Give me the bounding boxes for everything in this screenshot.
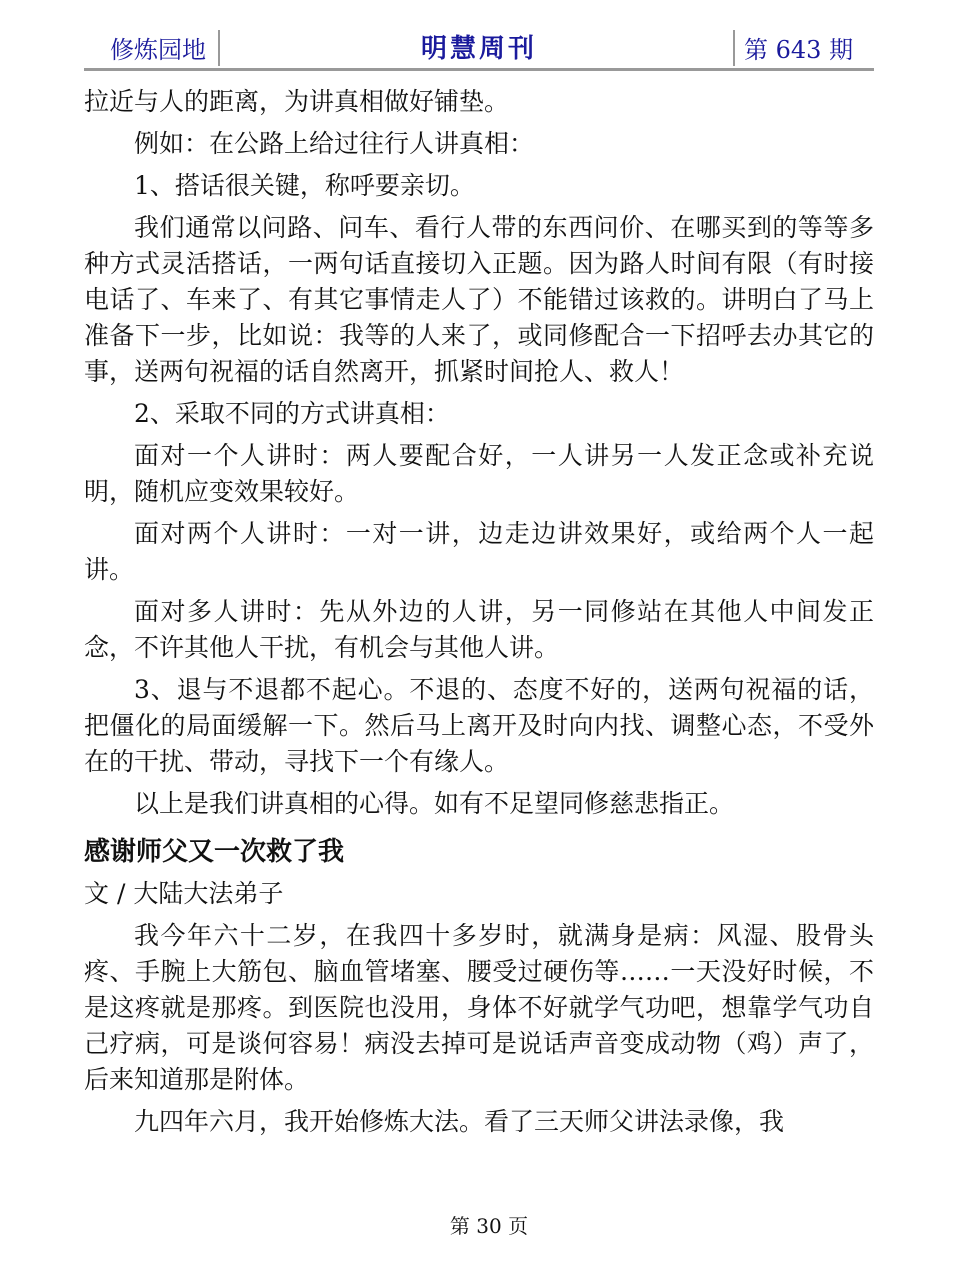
paragraph: 例如：在公路上给过往行人讲真相： bbox=[134, 129, 535, 158]
page-number: 第 30 页 bbox=[449, 1214, 529, 1238]
paragraph: 我们通常以问路、问车、看行人带的东西问价、在哪买到的等等多种方式灵活搭话，一两句话直接切入正题。因为路人时间有限（有时接电话了、车来了、有其它事情走人了）不能错过该救的。讲明白了马上准备下一步，比如说：我等的人来了，或同修配合一下招呼去办其它的事，送两句祝福的话自然离开，抓紧时间抢人、救人！ bbox=[84, 213, 874, 386]
publication-title: 明慧周刊 bbox=[420, 34, 537, 64]
issue-number: 第 643 期 bbox=[744, 36, 854, 64]
paragraph: 2、采取不同的方式讲真相： bbox=[134, 399, 450, 428]
article-body bbox=[84, 84, 874, 1146]
page-header bbox=[84, 26, 874, 71]
section-name: 修炼园地 bbox=[110, 36, 206, 64]
article-title: 感谢师父又一次救了我 bbox=[84, 837, 345, 867]
article-byline: 文 / 大陆大法弟子 bbox=[84, 879, 284, 908]
paragraph: 九四年六月，我开始修炼大法。看了三天师父讲法录像，我 bbox=[134, 1107, 785, 1136]
paragraph: 1、搭话很关键，称呼要亲切。 bbox=[134, 171, 475, 200]
paragraph: 以上是我们讲真相的心得。如有不足望同修慈悲指正。 bbox=[134, 789, 735, 818]
paragraph: 面对两个人讲时：一对一讲，边走边讲效果好，或给两个人一起讲。 bbox=[84, 519, 874, 584]
paragraph: 面对多人讲时：先从外边的人讲，另一同修站在其他人中间发正念，不许其他人干扰，有机会与其他人讲。 bbox=[84, 597, 874, 662]
paragraph: 拉近与人的距离，为讲真相做好铺垫。 bbox=[84, 87, 510, 116]
header-divider bbox=[733, 30, 735, 66]
paragraph: 我今年六十二岁，在我四十多岁时，就满身是病：风湿、股骨头疼、手腕上大筋包、脑血管堵塞、腰受过硬伤等……一天没好时候，不是这疼就是那疼。到医院也没用，身体不好就学气功吧，想靠学气功自己疗病，可是谈何容易！病没去掉可是说话声音变成动物（鸡）声了，后来知道那是附体。 bbox=[84, 921, 874, 1094]
paragraph: 3、退与不退都不起心。不退的、态度不好的，送两句祝福的话，把僵化的局面缓解一下。然后马上离开及时向内找、调整心态，不受外在的干扰、带动，寻找下一个有缘人。 bbox=[84, 675, 874, 776]
paragraph: 面对一个人讲时：两人要配合好，一人讲另一人发正念或补充说明，随机应变效果较好。 bbox=[84, 441, 874, 506]
